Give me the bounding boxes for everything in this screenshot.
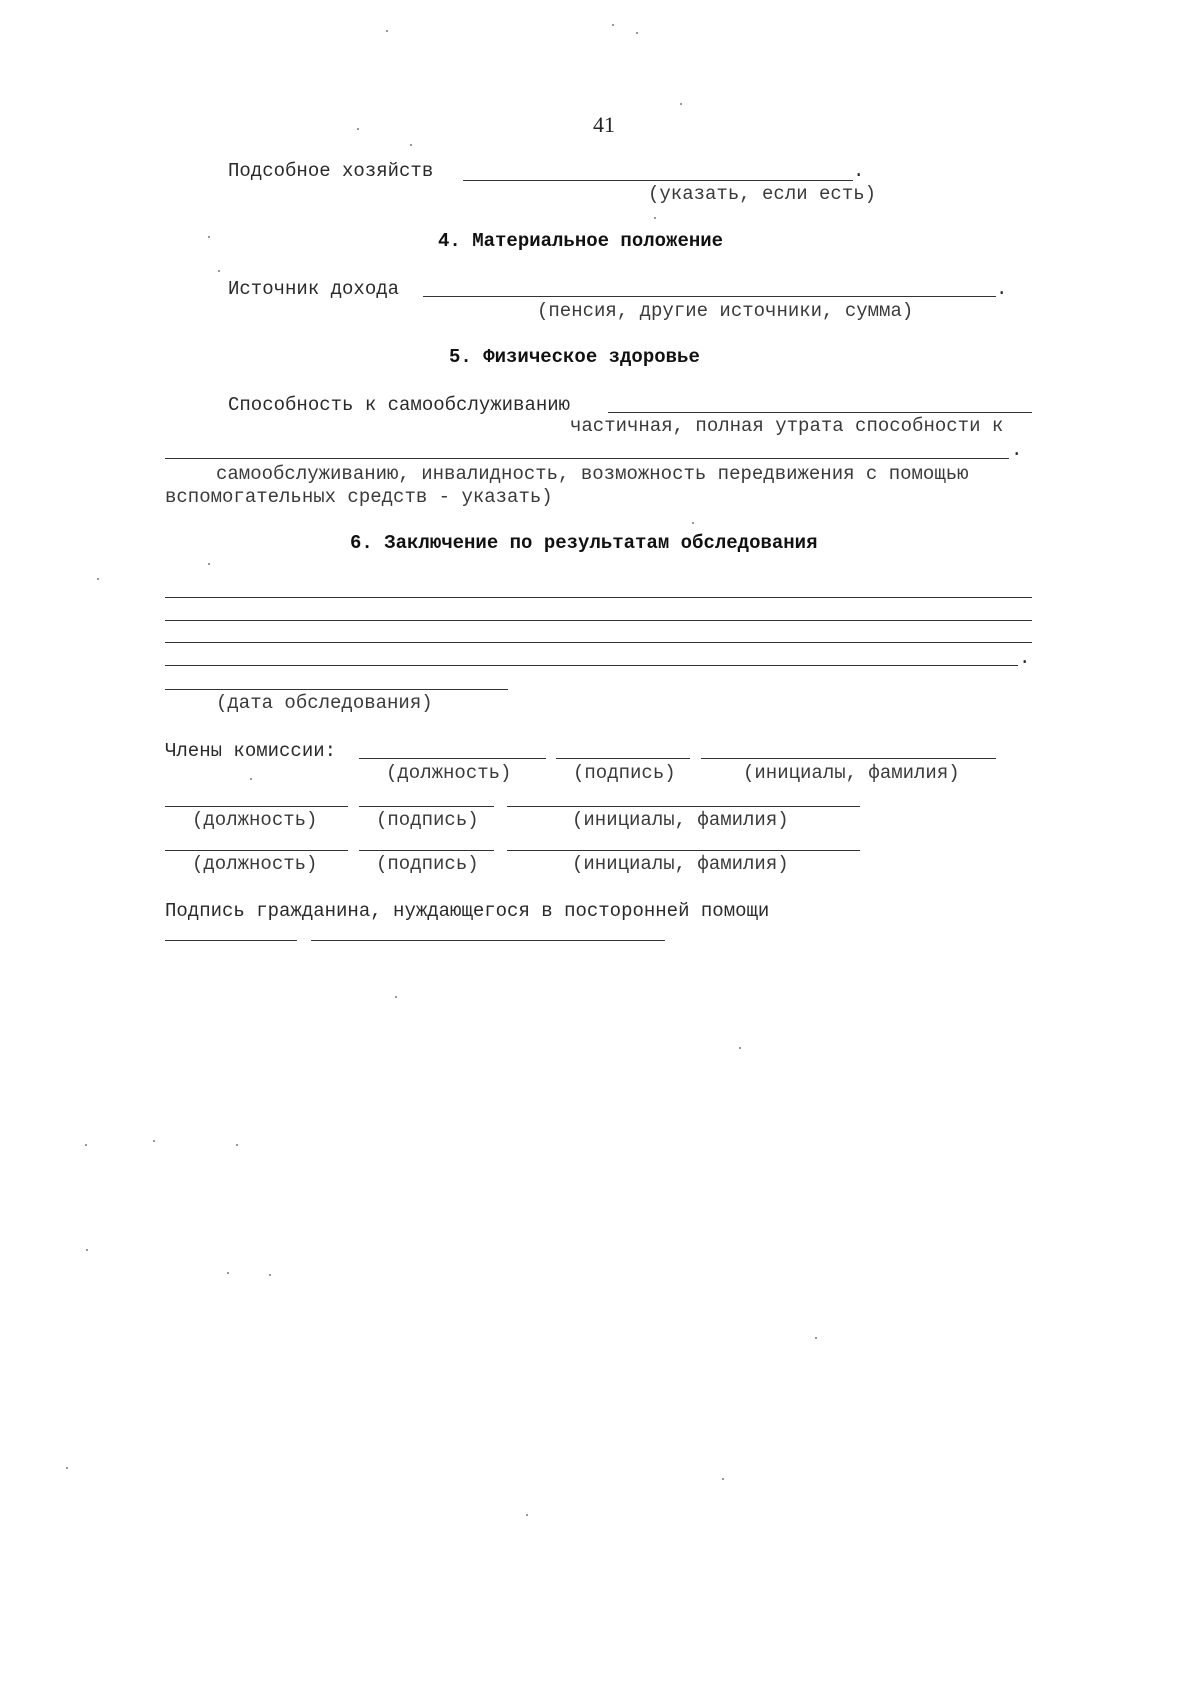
scan-speck xyxy=(692,522,694,524)
scan-speck xyxy=(218,270,220,272)
citizen-signature-label: Подпись гражданина, нуждающегося в посторонней помощи xyxy=(165,900,770,922)
income-field-line xyxy=(423,296,996,297)
self-care-hint-line3: вспомогательных средств - указать) xyxy=(165,486,553,508)
self-care-field-line-2 xyxy=(165,458,1009,459)
member1-position-caption: (должность) xyxy=(386,762,512,784)
household-line-end: . xyxy=(853,160,865,182)
conclusion-line-3 xyxy=(165,642,1032,643)
scan-speck xyxy=(227,1272,229,1274)
member3-signature-line xyxy=(359,850,494,851)
scan-speck xyxy=(654,217,656,219)
conclusion-line-1 xyxy=(165,597,1032,598)
scan-speck xyxy=(208,563,210,565)
citizen-signature-line-2 xyxy=(311,940,665,941)
self-care-field-line xyxy=(608,412,1032,413)
section-5-title: 5. Физическое здоровье xyxy=(449,346,700,368)
scan-speck xyxy=(66,1467,68,1469)
scan-speck xyxy=(395,996,397,998)
member1-signature-caption: (подпись) xyxy=(573,762,676,784)
member2-signature-caption: (подпись) xyxy=(376,809,479,831)
scan-speck xyxy=(97,578,99,580)
scan-speck xyxy=(526,1514,528,1516)
scan-speck xyxy=(815,1337,817,1339)
member2-position-caption: (должность) xyxy=(192,809,318,831)
conclusion-line-end: . xyxy=(1019,647,1031,669)
member1-signature-line xyxy=(556,758,690,759)
household-hint: (указать, если есть) xyxy=(648,183,877,205)
scan-speck xyxy=(722,1478,724,1480)
self-care-hint-line2: самообслуживанию, инвалидность, возможность передвижения с помощью xyxy=(216,463,969,485)
member1-name-caption: (инициалы, фамилия) xyxy=(743,762,960,784)
commission-label: Члены комиссии: xyxy=(165,740,337,762)
conclusion-line-4 xyxy=(165,665,1018,666)
scan-speck xyxy=(153,1140,155,1142)
section-4-title: 4. Материальное положение xyxy=(438,230,724,252)
self-care-hint-line1: частичная, полная утрата способности к xyxy=(570,415,1004,437)
member2-signature-line xyxy=(359,806,494,807)
household-field-line xyxy=(463,180,853,181)
income-hint: (пенсия, другие источники, сумма) xyxy=(537,300,914,322)
scan-speck xyxy=(208,236,210,238)
member1-position-line xyxy=(359,758,546,759)
household-label: Подсобное хозяйств xyxy=(228,160,434,182)
scan-speck xyxy=(357,128,359,130)
member2-name-line xyxy=(507,806,860,807)
member3-position-caption: (должность) xyxy=(192,853,318,875)
member2-name-caption: (инициалы, фамилия) xyxy=(572,809,789,831)
scan-speck xyxy=(85,1144,87,1146)
self-care-line-end: . xyxy=(1011,439,1023,461)
citizen-signature-line-1 xyxy=(165,940,297,941)
scan-speck xyxy=(386,30,388,32)
date-caption: (дата обследования) xyxy=(216,692,433,714)
scan-speck xyxy=(680,103,682,105)
member1-name-line xyxy=(701,758,996,759)
member3-name-line xyxy=(507,850,860,851)
scan-speck xyxy=(86,1249,88,1251)
self-care-label: Способность к самообслуживанию xyxy=(228,394,571,416)
conclusion-line-2 xyxy=(165,620,1032,621)
scan-speck xyxy=(269,1274,271,1276)
member2-position-line xyxy=(165,806,348,807)
date-field-line xyxy=(165,689,508,690)
member3-position-line xyxy=(165,850,348,851)
scan-speck xyxy=(250,778,252,780)
scan-speck xyxy=(612,24,614,26)
member3-name-caption: (инициалы, фамилия) xyxy=(572,853,789,875)
page-number: 41 xyxy=(593,112,615,137)
scan-speck xyxy=(636,32,638,34)
income-line-end: . xyxy=(996,278,1008,300)
scan-speck xyxy=(410,144,412,146)
member3-signature-caption: (подпись) xyxy=(376,853,479,875)
scan-speck xyxy=(739,1047,741,1049)
income-label: Источник дохода xyxy=(228,278,400,300)
scan-speck xyxy=(236,1144,238,1146)
section-6-title: 6. Заключение по результатам обследования xyxy=(350,532,818,554)
